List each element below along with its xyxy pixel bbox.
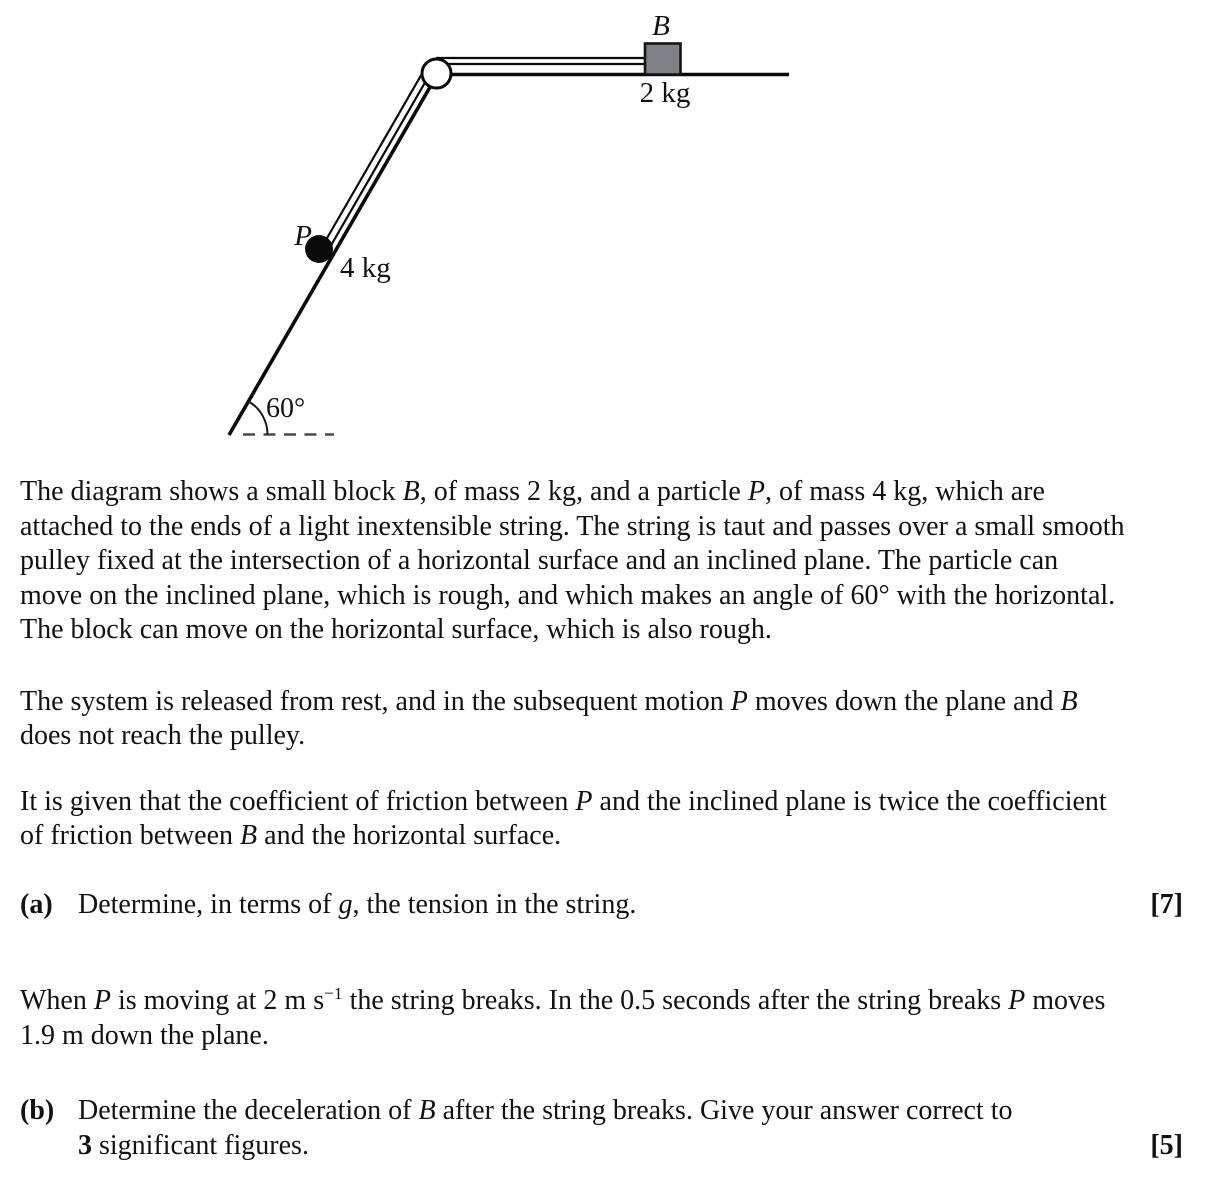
text-line <box>20 579 1183 614</box>
text-segment: Determine, in terms of <box>78 888 339 920</box>
string-breaks-paragraph <box>20 984 1183 1053</box>
text-segment: the string breaks. In the 0.5 seconds after the string breaks <box>342 985 1009 1016</box>
text-segment: and the inclined plane is twice the coefficient <box>592 785 1107 817</box>
angle-arc <box>248 401 267 434</box>
text-segment: is moving at 2 m s <box>110 985 325 1016</box>
text-segment: It is given that the coefficient of friction between <box>20 785 576 817</box>
block-B <box>645 44 681 75</box>
part-b-text <box>78 1094 1150 1163</box>
part-b-label: (b) <box>20 1095 55 1126</box>
text-segment: 1.9 m down the plane. <box>20 1019 269 1051</box>
text-segment: P <box>1008 985 1026 1016</box>
question-text <box>0 475 1205 1163</box>
text-line <box>20 984 1183 1019</box>
intro-paragraph <box>20 475 1183 648</box>
text-segment: , of mass 2 kg, and a particle <box>419 476 748 507</box>
text-segment: and the horizontal surface. <box>257 820 562 851</box>
text-segment: B <box>240 820 258 851</box>
text-segment: P <box>747 476 765 507</box>
block-mass-label: 2 kg <box>639 77 691 109</box>
text-segment: does not reach the pulley. <box>20 720 306 751</box>
text-segment: attached to the ends of a light inextensible string. The string is taut and passes over a small smooth <box>20 510 1125 542</box>
angle-label: 60° <box>266 393 306 424</box>
part-b-marks: [5] <box>1150 1129 1183 1161</box>
friction-paragraph <box>20 785 1183 854</box>
part-b <box>20 1094 1183 1163</box>
text-segment: B <box>402 476 420 507</box>
text-line <box>20 510 1183 545</box>
part-a-label: (a) <box>20 888 53 920</box>
part-a <box>20 888 1183 923</box>
text-segment: g <box>338 888 353 920</box>
text-segment: The block can move on the horizontal surface, which is also rough. <box>20 614 772 645</box>
text-segment: after the string breaks. Give your answer correct to <box>435 1095 1013 1126</box>
text-segment: moves down the plane and <box>747 685 1061 717</box>
text-segment: When <box>20 985 94 1016</box>
incline-string-outer-line <box>324 60 430 243</box>
particle-label: P <box>294 220 312 252</box>
diagram-canvas <box>0 0 1205 462</box>
text-line <box>20 544 1183 579</box>
text-line <box>78 1129 1150 1164</box>
text-segment: B <box>418 1095 436 1126</box>
text-line <box>78 1094 1150 1129</box>
text-segment: moves <box>1025 985 1106 1016</box>
text-line <box>20 1019 1183 1054</box>
text-segment: of friction between <box>20 820 241 851</box>
text-segment: move on the inclined plane, which is rough, and which makes an angle of 60° with the horizontal. <box>20 579 1116 611</box>
block-label: B <box>652 10 670 42</box>
pulley-incline-diagram <box>0 0 1205 462</box>
text-segment: P <box>575 785 593 817</box>
part-a-marks: [7] <box>1150 888 1183 920</box>
pulley-icon <box>422 59 451 88</box>
text-segment: −1 <box>324 984 343 1004</box>
part-a-text <box>78 888 1150 923</box>
text-line <box>20 819 1183 854</box>
particle-mass-label: 4 kg <box>340 252 391 284</box>
text-line <box>20 475 1183 510</box>
text-segment: significant figures. <box>92 1129 309 1161</box>
text-line <box>20 719 1183 754</box>
incline-string-inner-line <box>326 64 436 254</box>
text-line <box>78 888 1150 923</box>
text-segment: Determine the deceleration of <box>78 1095 419 1126</box>
text-segment: The diagram shows a small block <box>20 476 403 507</box>
text-segment: The system is released from rest, and in the subsequent motion <box>20 685 731 717</box>
text-segment: , of mass 4 kg, which are <box>764 476 1045 507</box>
text-segment: 3 <box>78 1129 92 1161</box>
text-segment: pulley fixed at the intersection of a horizontal surface and an inclined plane. The particle can <box>20 545 1059 576</box>
inclined-plane-line <box>229 75 437 435</box>
text-line <box>20 613 1183 648</box>
text-segment: P <box>93 985 111 1016</box>
released-paragraph <box>20 685 1183 754</box>
text-segment: P <box>730 685 748 717</box>
text-line <box>20 685 1183 720</box>
text-line <box>20 785 1183 820</box>
text-segment: , the tension in the string. <box>352 888 637 920</box>
text-segment: B <box>1060 685 1078 717</box>
